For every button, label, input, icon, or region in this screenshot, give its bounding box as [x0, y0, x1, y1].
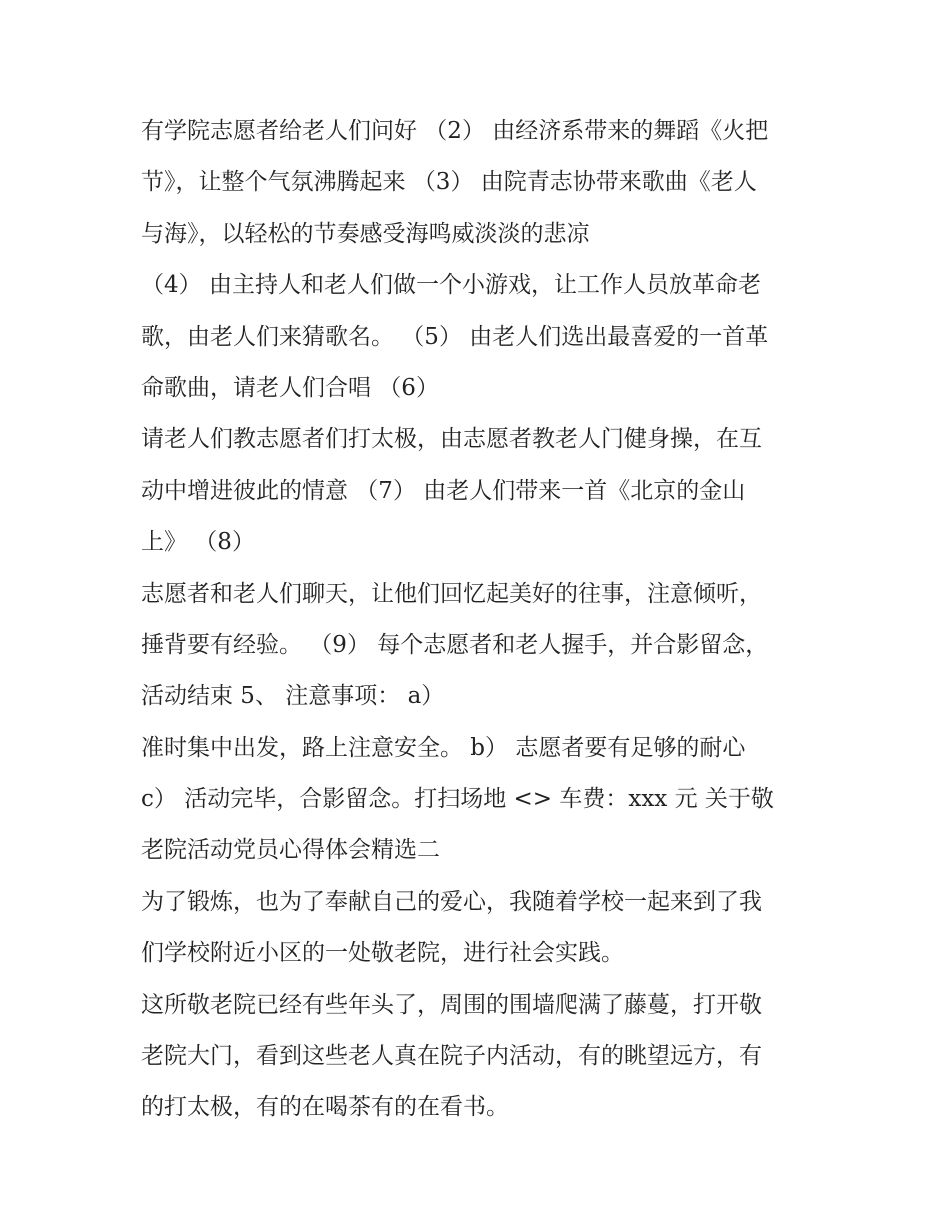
text-line-3: 与海》，以轻松的节奏感受海鸣威淡淡的悲凉 — [141, 220, 590, 247]
text-line-2: 节》，让整个气氛沸腾起来 （3） 由院青志协带来歌曲《老人 — [141, 169, 757, 196]
text-line-19: 老院大门，看到这些老人真在院子内活动，有的眺望远方，有 — [141, 1043, 762, 1070]
text-line-7: 请老人们教志愿者们打太极，由志愿者教老人门健身操，在互 — [141, 426, 762, 453]
text-line-9: 上》 （8） — [141, 529, 255, 556]
text-line-14: c） 活动完毕，合影留念。打扫场地 <> 车费：xxx 元 关于敬 — [141, 786, 774, 813]
text-line-6: 命歌曲，请老人们合唱 （6） — [141, 374, 439, 401]
text-line-4: （4） 由主持人和老人们做一个小游戏，让工作人员放革命老 — [141, 272, 761, 299]
document-body — [141, 106, 821, 1134]
text-line-12: 活动结束 5、 注意事项： a） — [141, 683, 445, 710]
text-line-10: 志愿者和老人们聊天，让他们回忆起美好的往事，注意倾听， — [141, 580, 762, 607]
text-line-5: 歌，由老人们来猜歌名。 （5） 由老人们选出最喜爱的一首革 — [141, 323, 769, 350]
text-line-17: 们学校附近小区的一处敬老院，进行社会实践。 — [141, 940, 624, 967]
text-line-8: 动中增进彼此的情意 （7） 由老人们带来一首《北京的金山 — [141, 477, 746, 504]
text-line-15: 老院活动党员心得体会精选二 — [141, 837, 440, 864]
text-line-13: 准时集中出发，路上注意安全。 b） 志愿者要有足够的耐心 — [141, 734, 746, 761]
text-line-18: 这所敬老院已经有些年头了，周围的围墙爬满了藤蔓，打开敬 — [141, 991, 762, 1018]
text-line-16: 为了锻炼，也为了奉献自己的爱心，我随着学校一起来到了我 — [141, 888, 762, 915]
text-line-1: 有学院志愿者给老人们问好 （2） 由经济系带来的舞蹈《火把 — [141, 118, 769, 144]
text-line-20: 的打太极，有的在喝茶有的在看书。 — [141, 1094, 509, 1121]
text-line-11: 捶背要有经验。 （9） 每个志愿者和老人握手，并合影留念， — [141, 631, 769, 658]
